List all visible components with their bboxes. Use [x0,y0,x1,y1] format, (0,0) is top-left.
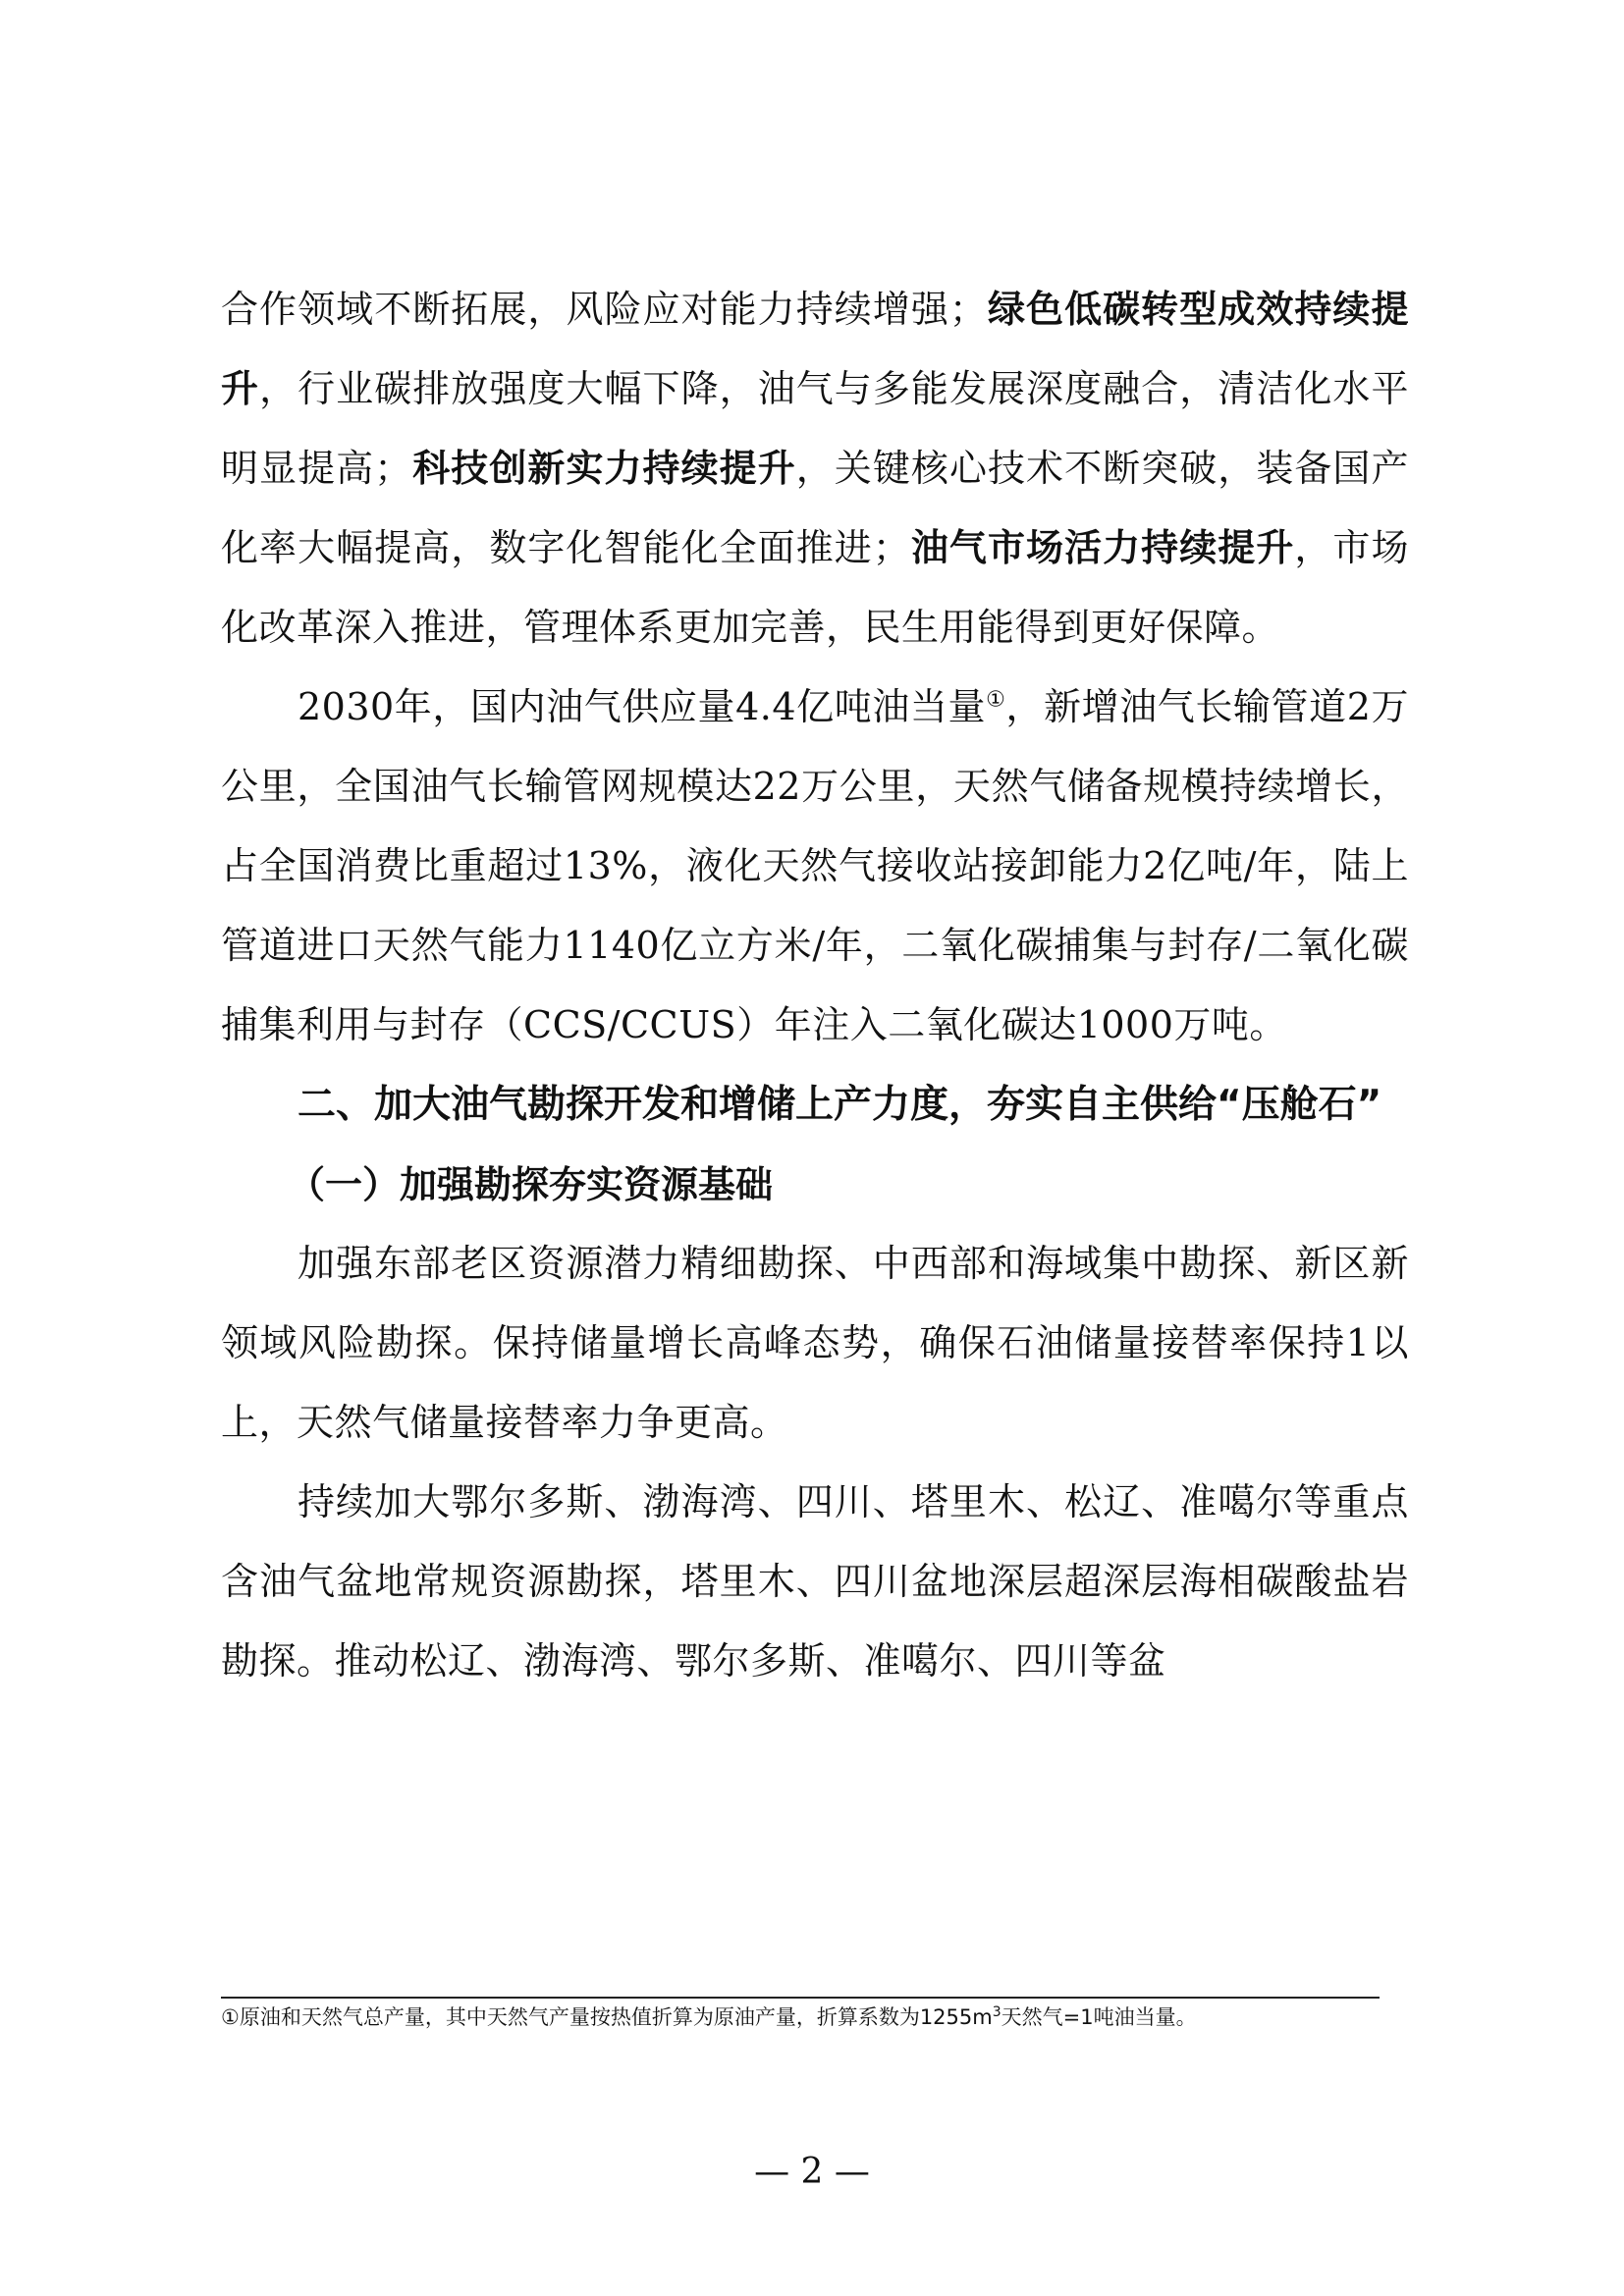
paragraph-exploration: 加强东部老区资源潜力精细勘探、中西部和海域集中勘探、新区新领域风险勘探。保持储量增长高峰态势，确保石油储量接替率保持1以上，天然气储量接替率力争更高。 [221,1242,1409,1444]
paragraph-1-text-2: ，行业碳排放强度大幅下降，油气与多能发展深度融合，清洁化水平明显提高； [221,367,1409,490]
paragraph-2030-targets [221,667,1409,1065]
subsection-heading-1: （一）加强勘探夯实资源基础 [288,1162,774,1206]
paragraph-1-text-1: 合作领域不断拓展，风险应对能力持续增强； [221,288,988,331]
footnote [221,2002,1409,2032]
paragraph-2-text-1: 2030年，国内油气供应量4.4亿吨油当量 [298,685,987,728]
body-text [221,270,1409,1701]
footnote-text-1: ①原油和天然气总产量，其中天然气产量按热值折算为原油产量，折算系数为1255m [221,2005,993,2029]
paragraph-2-text-2: ，新增油气长输管道2万公里，全国油气长输管网规模达22万公里，天然气储备规模持续增长，占全国消费比重超过13%，液化天然气接收站接卸能力2亿吨/年，陆上管道进口天然气能力1140亿立方米/年，二氧化碳捕集与封存/二氧化碳捕集利用与封存（CCS/CCUS）年注入二氧化碳达1000万吨。 [221,685,1409,1046]
emphasis-tech-innovation: 科技创新实力持续提升 [411,447,796,490]
footnote-divider [221,1997,1380,1999]
footnote-reference[interactable]: ① [986,687,1006,713]
emphasis-market-vitality: 油气市场活力持续提升 [910,526,1295,569]
footnote-superscript: 3 [992,2004,1001,2020]
emphasis-green-low-carbon: 绿色低碳转型成效持续提升 [221,288,1409,410]
paragraph-1-text-4: ，市场化改革深入推进，管理体系更加完善，民生用能得到更好保障。 [221,526,1409,649]
footnote-text-2: 天然气=1吨油当量。 [1001,2005,1197,2029]
paragraph-1 [221,270,1409,667]
paragraph-1-text-3: ，关键核心技术不断突破，装备国产化率大幅提高，数字化智能化全面推进； [221,447,1409,569]
page-number: — 2 — [754,2152,870,2192]
section-heading-2: 二、加大油气勘探开发和增储上产力度，夯实自主供给“压舱石” [298,1083,1382,1127]
paragraph-basins: 持续加大鄂尔多斯、渤海湾、四川、塔里木、松辽、准噶尔等重点含油气盆地常规资源勘探，塔里木、四川盆地深层超深层海相碳酸盐岩勘探。推动松辽、渤海湾、鄂尔多斯、准噶尔、四川等盆 [221,1480,1409,1682]
